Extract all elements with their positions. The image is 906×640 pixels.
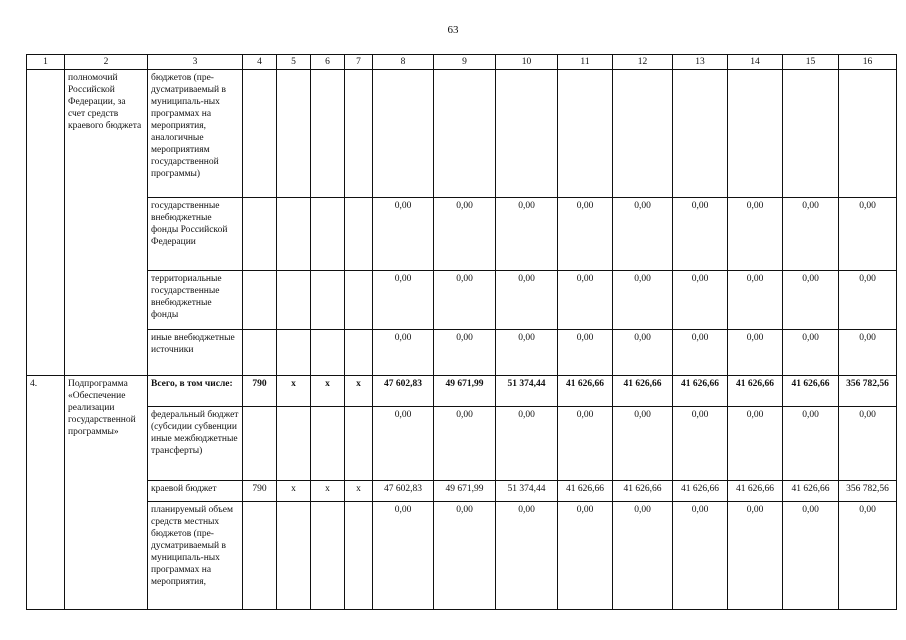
code-cell: х	[345, 481, 373, 502]
code-cell	[345, 330, 373, 376]
value-cell: 41 626,66	[673, 481, 728, 502]
value-cell: 41 626,66	[613, 481, 673, 502]
code-cell	[345, 198, 373, 271]
value-cell: 0,00	[434, 502, 496, 610]
value-cell	[613, 70, 673, 198]
value-cell: 47 602,83	[373, 376, 434, 407]
value-cell: 0,00	[434, 198, 496, 271]
column-header: 8	[373, 55, 434, 70]
column-header: 4	[243, 55, 277, 70]
value-cell	[728, 70, 783, 198]
code-cell: 790	[243, 376, 277, 407]
value-cell: 0,00	[728, 330, 783, 376]
code-cell	[243, 330, 277, 376]
value-cell: 356 782,56	[839, 481, 897, 502]
value-cell: 356 782,56	[839, 376, 897, 407]
value-cell: 0,00	[673, 502, 728, 610]
code-cell	[311, 271, 345, 330]
value-cell: 51 374,44	[496, 376, 558, 407]
column-header: 14	[728, 55, 783, 70]
value-cell: 0,00	[496, 330, 558, 376]
value-cell: 0,00	[613, 330, 673, 376]
value-cell: 0,00	[728, 407, 783, 481]
value-cell: 0,00	[373, 502, 434, 610]
value-cell: 0,00	[613, 502, 673, 610]
code-cell	[243, 198, 277, 271]
program-name-cell: полномочий Российской Федерации, за счет средств краевого бюджета	[65, 70, 148, 376]
value-cell: 41 626,66	[558, 376, 613, 407]
code-cell: 790	[243, 481, 277, 502]
code-cell	[345, 502, 373, 610]
value-cell: 0,00	[558, 330, 613, 376]
value-cell: 0,00	[728, 271, 783, 330]
value-cell: 41 626,66	[783, 376, 839, 407]
column-header: 9	[434, 55, 496, 70]
value-cell: 0,00	[496, 198, 558, 271]
value-cell: 0,00	[783, 502, 839, 610]
value-cell	[434, 70, 496, 198]
code-cell	[311, 502, 345, 610]
table-row	[27, 271, 897, 330]
funding-source-cell: территориальные государственные внебюджетные фонды	[148, 271, 243, 330]
column-header: 2	[65, 55, 148, 70]
value-cell: 49 671,99	[434, 376, 496, 407]
code-cell	[243, 271, 277, 330]
value-cell: 0,00	[434, 407, 496, 481]
value-cell: 0,00	[613, 271, 673, 330]
value-cell: 0,00	[373, 407, 434, 481]
value-cell	[558, 70, 613, 198]
code-cell	[243, 407, 277, 481]
code-cell: х	[277, 481, 311, 502]
value-cell: 0,00	[839, 330, 897, 376]
value-cell: 0,00	[673, 198, 728, 271]
code-cell	[345, 271, 373, 330]
value-cell: 0,00	[783, 407, 839, 481]
row-number-cell: 4.	[27, 376, 65, 610]
code-cell: х	[345, 376, 373, 407]
table-row	[27, 198, 897, 271]
code-cell	[311, 70, 345, 198]
funding-source-cell: планируемый объем средств местных бюджетов (пре-дусматриваемый в муниципаль-ных программах на мероприятия,	[148, 502, 243, 610]
value-cell	[783, 70, 839, 198]
value-cell: 0,00	[839, 198, 897, 271]
code-cell	[345, 407, 373, 481]
table-row	[27, 330, 897, 376]
table-row	[27, 376, 897, 407]
code-cell	[311, 407, 345, 481]
funding-source-cell: иные внебюджетные источники	[148, 330, 243, 376]
value-cell: 0,00	[613, 407, 673, 481]
column-header: 10	[496, 55, 558, 70]
value-cell	[673, 70, 728, 198]
code-cell	[277, 502, 311, 610]
value-cell: 0,00	[673, 407, 728, 481]
table-row	[27, 70, 897, 198]
value-cell: 0,00	[434, 330, 496, 376]
value-cell: 0,00	[783, 198, 839, 271]
funding-source-cell: государственные внебюджетные фонды Российской Федерации	[148, 198, 243, 271]
column-header: 11	[558, 55, 613, 70]
funding-source-cell: Всего, в том числе:	[148, 376, 243, 407]
table-row	[27, 502, 897, 610]
value-cell: 0,00	[673, 330, 728, 376]
column-header: 13	[673, 55, 728, 70]
code-cell	[277, 330, 311, 376]
value-cell: 0,00	[613, 198, 673, 271]
value-cell: 0,00	[434, 271, 496, 330]
value-cell	[496, 70, 558, 198]
value-cell: 0,00	[839, 271, 897, 330]
code-cell: х	[311, 376, 345, 407]
value-cell: 0,00	[496, 407, 558, 481]
value-cell: 41 626,66	[673, 376, 728, 407]
budget-table	[26, 54, 897, 610]
value-cell	[839, 70, 897, 198]
value-cell: 47 602,83	[373, 481, 434, 502]
value-cell: 0,00	[673, 271, 728, 330]
column-header: 15	[783, 55, 839, 70]
column-header: 1	[27, 55, 65, 70]
value-cell: 0,00	[783, 271, 839, 330]
value-cell: 0,00	[496, 271, 558, 330]
value-cell: 41 626,66	[783, 481, 839, 502]
value-cell: 0,00	[558, 407, 613, 481]
code-cell	[243, 502, 277, 610]
code-cell	[311, 330, 345, 376]
value-cell: 41 626,66	[558, 481, 613, 502]
value-cell: 0,00	[839, 407, 897, 481]
value-cell: 0,00	[558, 198, 613, 271]
value-cell: 41 626,66	[728, 376, 783, 407]
value-cell: 0,00	[496, 502, 558, 610]
value-cell: 0,00	[558, 502, 613, 610]
column-header: 3	[148, 55, 243, 70]
table-row	[27, 407, 897, 481]
value-cell: 49 671,99	[434, 481, 496, 502]
value-cell: 0,00	[373, 330, 434, 376]
code-cell	[243, 70, 277, 198]
code-cell	[277, 407, 311, 481]
funding-source-cell: федеральный бюджет (субсидии субвенции иные межбюджетные трансферты)	[148, 407, 243, 481]
code-cell: х	[311, 481, 345, 502]
column-header: 7	[345, 55, 373, 70]
code-cell	[277, 70, 311, 198]
value-cell: 0,00	[839, 502, 897, 610]
value-cell	[373, 70, 434, 198]
value-cell: 0,00	[373, 271, 434, 330]
code-cell	[345, 70, 373, 198]
value-cell: 51 374,44	[496, 481, 558, 502]
program-name-cell: Подпрограмма «Обеспечение реализации государственной программы»	[65, 376, 148, 610]
column-header: 6	[311, 55, 345, 70]
code-cell	[277, 271, 311, 330]
funding-source-cell: бюджетов (пре-дусматриваемый в муниципаль-ных программах на мероприятия, аналогичные мероприятиям государственной программы)	[148, 70, 243, 198]
column-header: 16	[839, 55, 897, 70]
column-header: 12	[613, 55, 673, 70]
table-row	[27, 481, 897, 502]
code-cell: х	[277, 376, 311, 407]
value-cell: 0,00	[558, 271, 613, 330]
code-cell	[311, 198, 345, 271]
value-cell: 0,00	[373, 198, 434, 271]
value-cell: 41 626,66	[613, 376, 673, 407]
value-cell: 0,00	[783, 330, 839, 376]
row-number-cell	[27, 70, 65, 376]
code-cell	[277, 198, 311, 271]
column-header: 5	[277, 55, 311, 70]
value-cell: 0,00	[728, 502, 783, 610]
value-cell: 0,00	[728, 198, 783, 271]
value-cell: 41 626,66	[728, 481, 783, 502]
funding-source-cell: краевой бюджет	[148, 481, 243, 502]
header-row	[27, 55, 897, 70]
page-number: 63	[447, 24, 459, 36]
